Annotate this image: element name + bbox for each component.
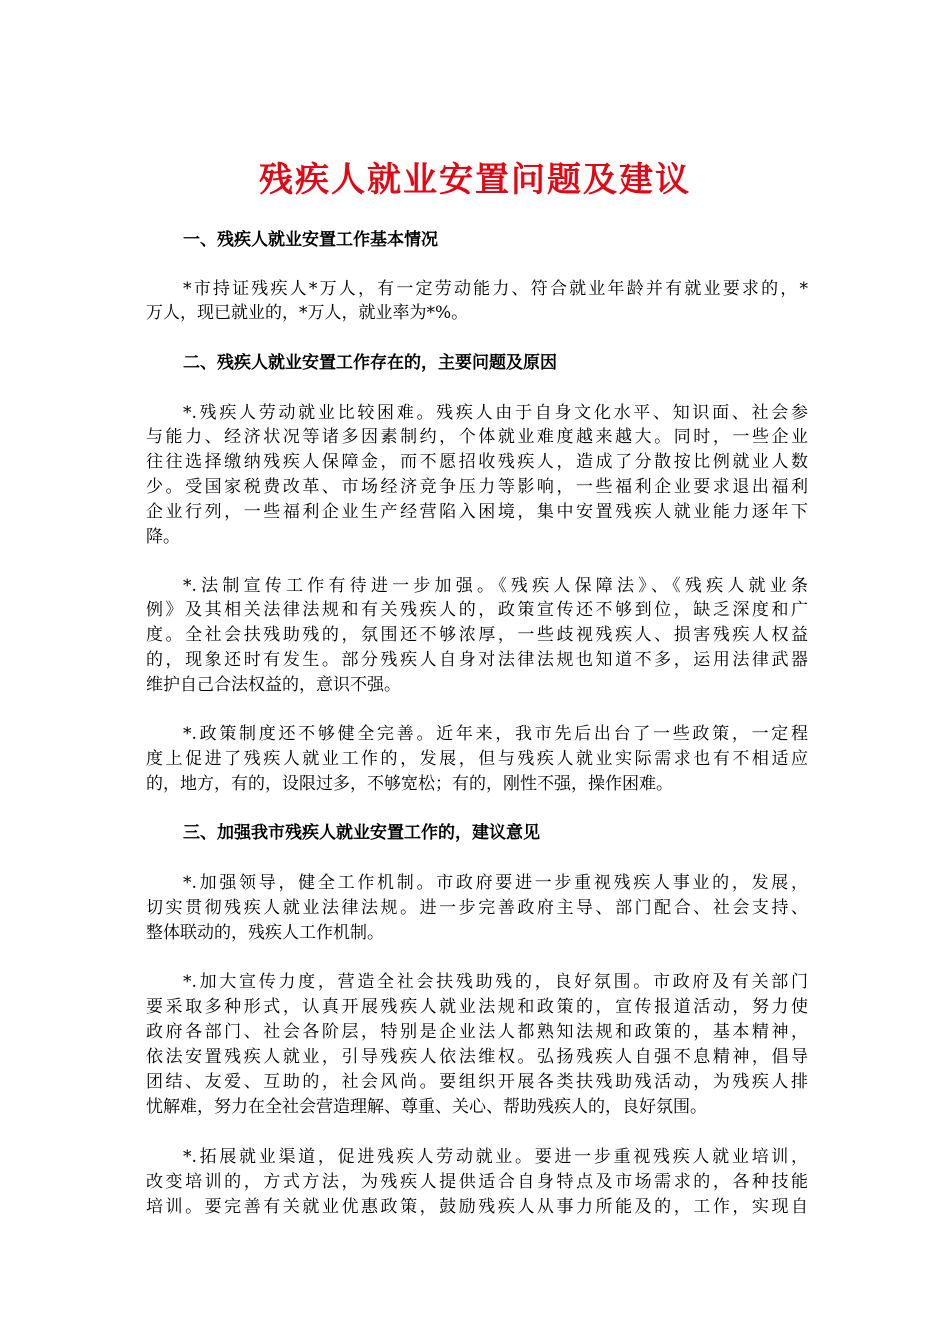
paragraph-line: 往往选择缴纳残疾人保障金，而不愿招收残疾人，造成了分散按比例就业人数 [146,452,808,472]
paragraph-line: 度上促进了残疾人就业工作的，发展，但与残疾人就业实际需求也有不相适应 [146,749,808,769]
paragraph-line: 维护自己合法权益的，意识不强。 [146,675,401,695]
paragraph-line: 忧解难，努力在全社会营造理解、尊重、关心、帮助残疾人的，良好氛围。 [146,1097,707,1117]
paragraph-line: *.拓展就业渠道，促进残疾人劳动就业。要进一步重视残疾人就业培训， [183,1147,808,1167]
paragraph-line: *.法制宣传工作有待进一步加强。《残疾人保障法》、《残疾人就业条 [183,576,808,596]
document-title: 残疾人就业安置问题及建议 [259,160,691,200]
paragraph-line: *.政策制度还不够健全完善。近年来，我市先后出台了一些政策，一定程 [183,724,808,744]
section-heading-2: 二、残疾人就业安置工作存在的，主要问题及原因 [183,353,557,373]
paragraph-line: 整体联动的，残疾人工作机制。 [146,923,384,943]
section-heading-1: 一、残疾人就业安置工作基本情况 [183,230,438,250]
paragraph-line: *.加大宣传力度，营造全社会扶残助残的，良好氛围。市政府及有关部门 [183,972,808,992]
paragraph-line: *.残疾人劳动就业比较困难。残疾人由于自身文化水平、知识面、社会参 [183,403,808,423]
paragraph-line: 度。全社会扶残助残的，氛围还不够浓厚，一些歧视残疾人、损害残疾人权益 [146,625,808,645]
paragraph-line: 依法安置残疾人就业，引导残疾人依法维权。弘扬残疾人自强不息精神，倡导 [146,1047,808,1067]
paragraph-line: 少。受国家税费改革、市场经济竞争压力等影响，一些福利企业要求退出福利 [146,477,808,497]
paragraph-line: 团结、友爱、互助的，社会风尚。要组织开展各类扶残助残活动，为残疾人排 [146,1072,808,1092]
paragraph-line: 培训。要完善有关就业优惠政策，鼓励残疾人从事力所能及的，工作，实现自 [146,1197,808,1217]
paragraph-line: 要采取多种形式，认真开展残疾人就业法规和政策的，宣传报道活动，努力使 [146,997,808,1017]
paragraph-line: 与能力、经济状况等诸多因素制约，个体就业难度越来越大。同时，一些企业 [146,427,808,447]
paragraph-line: 的，地方，有的，设限过多，不够宽松；有的，刚性不强，操作困难。 [146,774,673,794]
section-heading-3: 三、加强我市残疾人就业安置工作的，建议意见 [183,823,540,843]
paragraph-line: 政府各部门、社会各阶层，特别是企业法人都熟知法规和政策的，基本精神， [146,1022,808,1042]
paragraph-line: 降。 [146,527,180,547]
paragraph-line: *.加强领导，健全工作机制。市政府要进一步重视残疾人事业的，发展， [183,873,808,893]
paragraph-line: 改变培训的，方式方法，为残疾人提供适合自身特点及市场需求的，各种技能 [146,1172,808,1192]
paragraph-line: 例》及其相关法律法规和有关残疾人的，政策宣传还不够到位，缺乏深度和广 [146,600,808,620]
paragraph-line: 切实贯彻残疾人就业法律法规。进一步完善政府主导、部门配合、社会支持、 [146,898,808,918]
paragraph-line: 的，现象还时有发生。部分残疾人自身对法律法规也知道不多，运用法律武器 [146,650,808,670]
paragraph-line: 企业行列，一些福利企业生产经营陷入困境，集中安置残疾人就业能力逐年下 [146,502,808,522]
paragraph-line: 万人，现已就业的，*万人，就业率为*%。 [146,303,469,323]
paragraph-line: *市持证残疾人*万人，有一定劳动能力、符合就业年龄并有就业要求的，* [183,279,808,299]
